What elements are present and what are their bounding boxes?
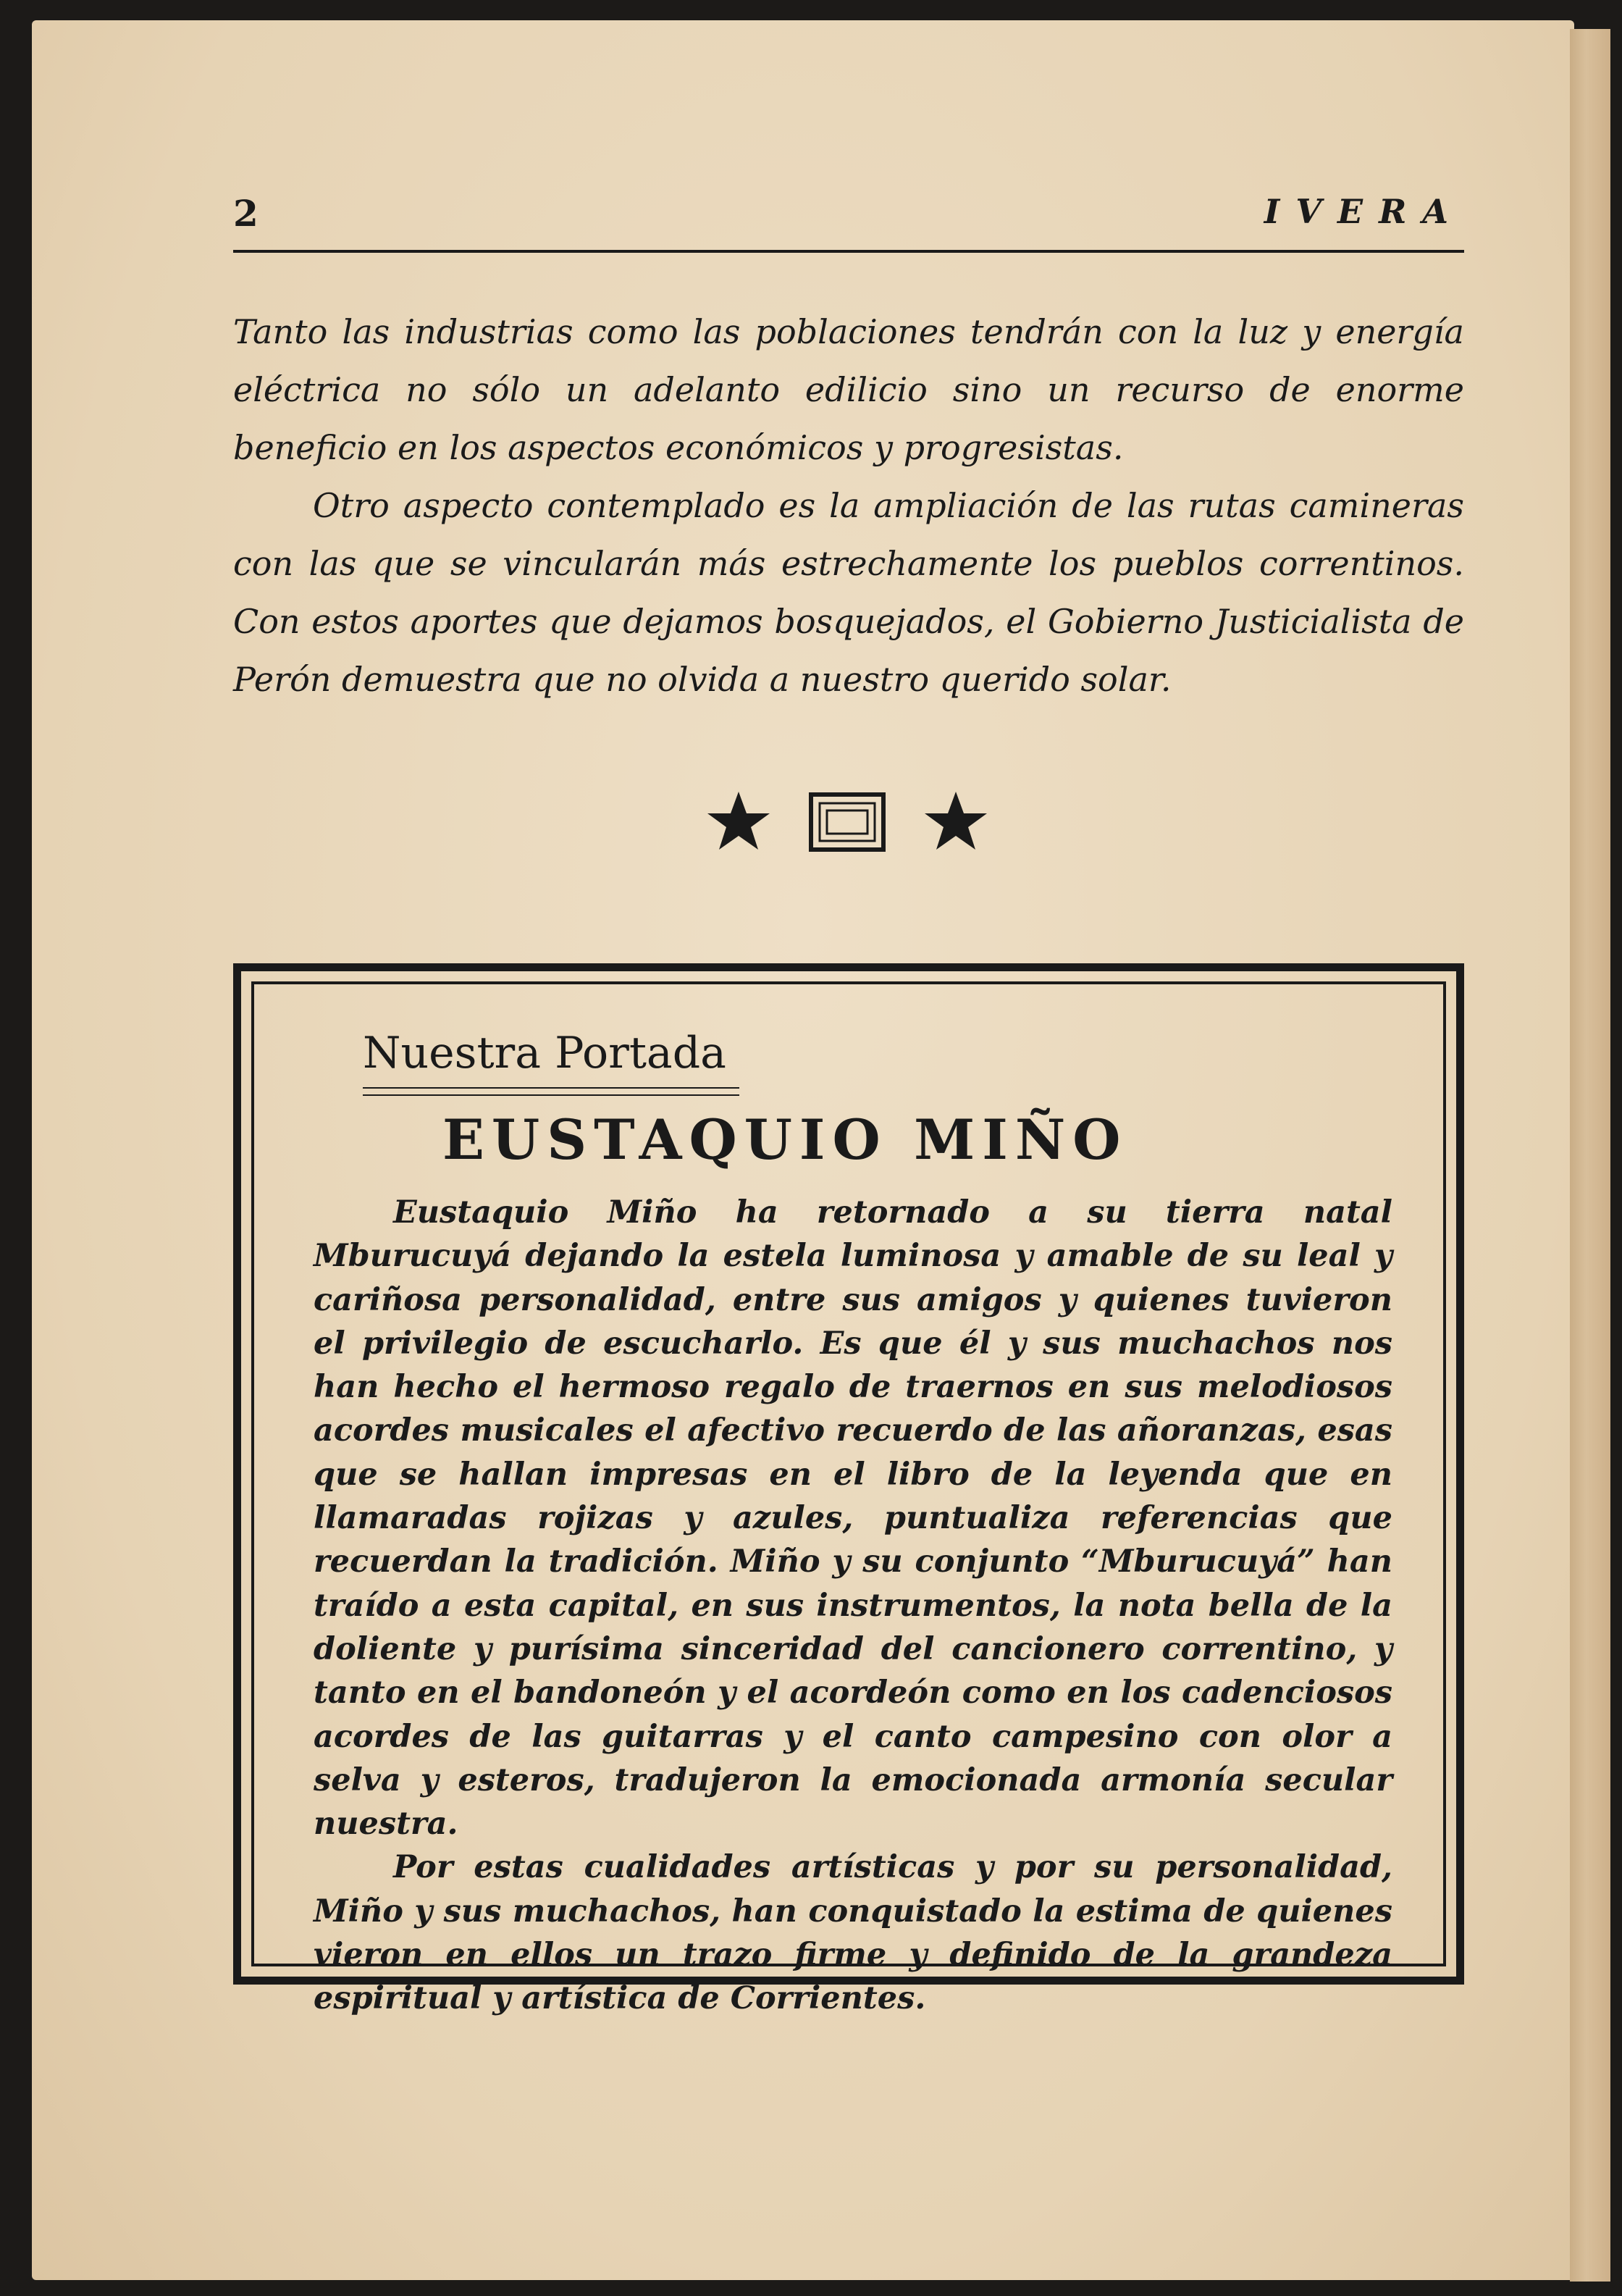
article-title: EUSTAQUIO MIÑO xyxy=(442,1107,1128,1172)
intro-paragraph: Tanto las industrias como las poblaciones tendrán con la luz y energía eléctrica no sólo un adelanto edilicio sino un recurso de enorme beneficio en los aspectos económicos y progresistas. xyxy=(233,312,1464,467)
intro-text xyxy=(233,303,1464,708)
page-number: 2 xyxy=(233,192,259,235)
article-paragraph: Eustaquio Miño ha retornado a su tierra natal Mburucuyá dejando la estela luminosa y amable de su leal y cariñosa personalidad, entre sus amigos y quienes tuvieron el privilegio de escucharlo. Es que él y sus muchachos nos han hecho el hermoso regalo de traernos en sus melodiosos acordes musicales el afectivo recuerdo de las añoranzas, esas que se hallan impresas en el libro de la leyenda que en llamaradas rojizas y azules, puntualiza referencias que recuerdan la tradición. Miño y su conjunto “Mburucuyá” han traído a esta capital, en sus instrumentos, la nota bella de la doliente y purísima sinceridad del cancionero correntino, y tanto en el bandoneón y el acordeón como en los cadenciosos acordes de las guitarras y el canto campesino con olor a selva y esteros, tradujeron la emocionada armonía secular nuestra. xyxy=(314,1194,1392,1843)
section-label: Nuestra Portada xyxy=(363,1028,726,1078)
framed-rectangle-icon xyxy=(811,795,883,850)
cover-story-box xyxy=(233,963,1464,2017)
article-text xyxy=(314,1191,1392,2021)
section-divider-ornament xyxy=(702,786,992,858)
star-icon xyxy=(707,792,770,850)
page-header xyxy=(233,185,1464,253)
article-paragraph: Por estas cualidades artísticas y por su personalidad, Miño y sus muchachos, han conquistado la estima de quienes vieron en ellos un trazo firme y definido de la grandeza espiritual y artística de Corrientes. xyxy=(314,1849,1392,2017)
cover-story-inner-frame xyxy=(251,981,1446,2017)
section-label-rule xyxy=(363,1087,739,1096)
intro-paragraph: Otro aspecto contemplado es la ampliación de las rutas camineras con las que se vincularán más estrechamente los pueblos correntinos. Con estos aportes que dejamos bosquejados, el Gobierno Justicialista de Perón demuestra que no olvida a nuestro querido solar. xyxy=(233,486,1464,699)
running-head: IVERA xyxy=(1264,192,1464,231)
star-icon xyxy=(925,792,987,850)
next-page-edge xyxy=(1570,29,1610,2282)
